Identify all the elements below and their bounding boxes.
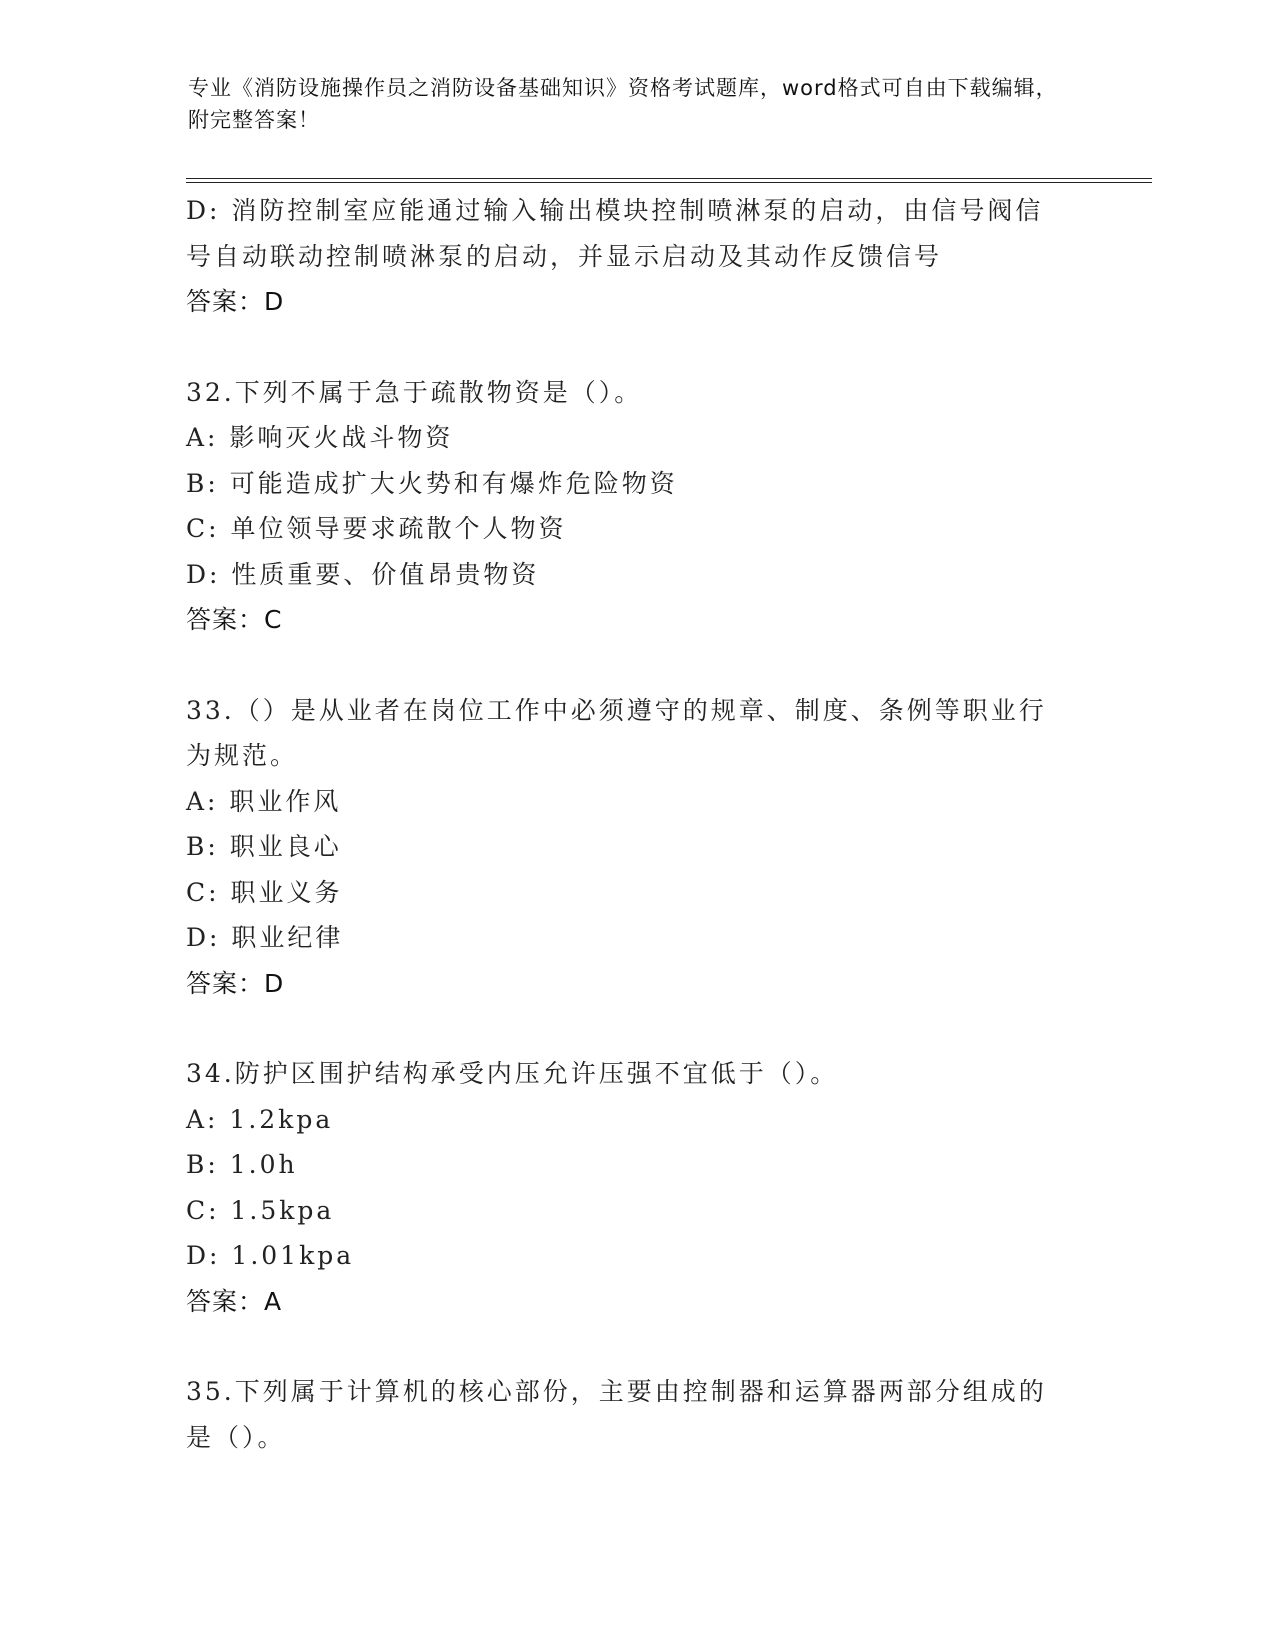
option-b: B: 职业良心: [186, 832, 342, 861]
question-block-35: [186, 1369, 1086, 1460]
question-block-32: [186, 370, 1086, 643]
header-divider-top: [186, 178, 1152, 179]
question-block-33: [186, 688, 1086, 1007]
option-a: A: 1.2kpa: [186, 1104, 334, 1134]
question-text-continued: 为规范。: [186, 741, 299, 770]
question-text: 34.防护区围护结构承受内压允许压强不宜低于（）。: [186, 1059, 839, 1088]
question-list: [186, 188, 1086, 1460]
question-block-34: [186, 1051, 1086, 1324]
spacer: [186, 643, 1086, 688]
option-c: C: 职业义务: [186, 877, 343, 907]
spacer: [186, 325, 1086, 370]
option-d: D: 职业纪律: [186, 923, 344, 952]
option-d-continued: 号自动联动控制喷淋泵的启动，并显示启动及其动作反馈信号: [186, 241, 943, 271]
option-b: B: 1.0h: [186, 1150, 298, 1179]
answer-line: 答案：D: [186, 287, 285, 316]
question-text-continued: 是（）。: [186, 1422, 286, 1452]
option-d: D: 消防控制室应能通过输入输出模块控制喷淋泵的启动，由信号阀信: [186, 196, 1044, 225]
answer-line: 答案：D: [186, 968, 285, 998]
option-a: A: 影响灭火战斗物资: [186, 423, 454, 452]
spacer: [186, 1006, 1086, 1051]
header-divider-bottom: [186, 182, 1152, 183]
question-text: 32.下列不属于急于疏散物资是（）。: [186, 377, 643, 407]
option-d: D: 1.01kpa: [186, 1241, 355, 1270]
option-b: B: 可能造成扩大火势和有爆炸危险物资: [186, 468, 678, 498]
document-header: 专业《消防设施操作员之消防设备基础知识》资格考试题库，word格式可自由下载编辑，附完整答案！: [188, 76, 1058, 132]
spacer: [186, 1324, 1086, 1369]
question-block-31-tail: [186, 188, 1086, 325]
option-c: C: 1.5kpa: [186, 1195, 335, 1225]
option-a: A: 职业作风: [186, 786, 342, 816]
question-text: 33.（）是从业者在岗位工作中必须遵守的规章、制度、条例等职业行: [186, 695, 1047, 725]
answer-line: 答案：C: [186, 605, 283, 634]
option-c: C: 单位领导要求疏散个人物资: [186, 514, 567, 543]
question-text: 35.下列属于计算机的核心部份，主要由控制器和运算器两部分组成的: [186, 1377, 1047, 1406]
option-d: D: 性质重要、价值昂贵物资: [186, 559, 540, 589]
answer-line: 答案：A: [186, 1286, 283, 1316]
